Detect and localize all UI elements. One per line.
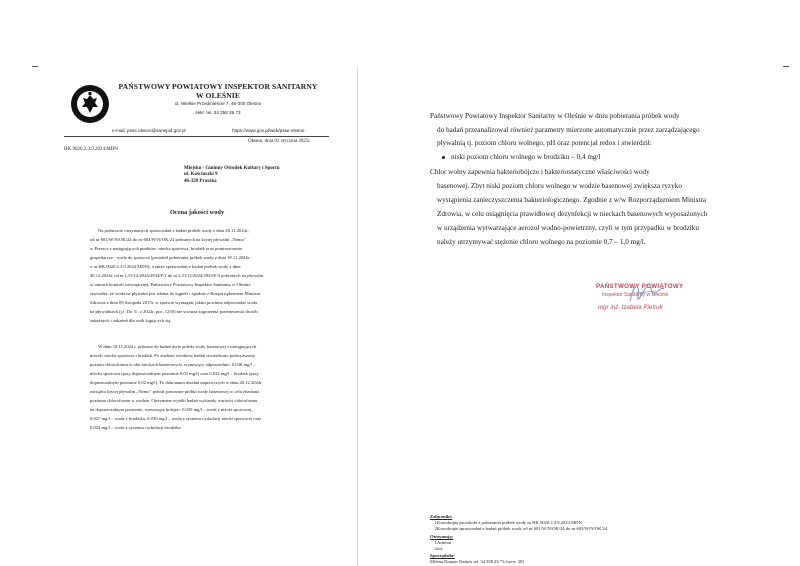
addressee-line2: ul. Kościuszki 9 <box>184 172 218 178</box>
recipients-label: Otrzymują: <box>430 534 454 539</box>
body-line: Zdrowia z dnia 09 listopada 2015r. w sprawie wymagań, jakim powinna odpowiadać woda <box>90 300 258 305</box>
bullet-item <box>442 153 601 161</box>
body-line: do badań przeanalizował również parametry mierzone automatycznie przez zarządzającego <box>437 126 700 134</box>
body-line: na pływalniach (j.t. Dz. U. z 2022r. poz. 1230) nie stwarza zagrożenia przeniesienia chorób <box>90 309 258 314</box>
reference-number: HK.9020.2.3.9.2024.MDN <box>64 147 118 152</box>
recipient-item: a/a <box>437 546 443 551</box>
attachment-number: 1. <box>434 520 438 525</box>
body-line: zakaźnych i zakażeń dla osób kąpiących się. <box>90 318 172 323</box>
body-line: stwierdza, że woda na pływalni jest zdatna do kąpieli i zgodnie z Rozporządzeniem Ministra <box>90 291 261 296</box>
recipient-item: Adresat <box>437 540 452 545</box>
body-line: Zdrowia, w celu osiągnięcia prawidłowej dezynfekcji w nieckach basenowych wyposażonych <box>437 210 708 218</box>
body-line: gospodarcze - woda do spożycia (protokół pobierania próbek wody z dnia 18.11.2024r. <box>90 255 251 260</box>
body-line: na dopuszczalnym poziomie, wynoszące kolejno: 0,029 mg/l – woda z niecki sportowej, <box>90 407 253 412</box>
body-line: dopuszczalnym poziomie 0,02 mg/l). Po dokonaniu działań naprawczych w dniu 20.12.2024r. <box>90 380 263 385</box>
body-line: poziom chloroformu w obu nieckach basenowych, wynoszący odpowiednio: 0,038 mg/l – <box>90 362 256 367</box>
attachments-label: Załączniki: <box>430 514 453 519</box>
bullet-text: niski poziom chloru wolnego w brodziku – 0,4 mg/l <box>451 153 601 161</box>
attachment-item: Kserokopie sprawozdań z badań próbek wody od nr 601/W/N/OK/24 do nr 603/W/N/OK/24 <box>437 526 608 531</box>
body-line: w Praszce z następujących punktów: niecka sportowa, brodzik oraz pomieszczenie <box>90 246 243 251</box>
body-line: pływalnią tj. poziom chloru wolnego, pH oraz potencjał redox i stwierdził: <box>437 139 652 147</box>
prepared-by-label: Sporządziła: <box>430 553 455 558</box>
body-line: 0,027 mg/l – woda z brodzika, 0,030 mg/l – woda z systemu cyrkulacji niecki sportowej oraz <box>90 416 262 421</box>
body-line: niecek: niecka sportowa i brodzik. Po analizie wyników badań stwierdzono podwyższony <box>90 353 255 358</box>
body-line: Chlor wolny zapewnia bakteriobójcze i bakteriostatyczne właściwości wody <box>430 168 650 176</box>
body-line: w urządzenia wytwarzające aerozol wodno-powietrzny, czyli w tym przypadku w brodziku <box>437 224 699 232</box>
body-line: Państwowy Powiatowy Inspektor Sanitarny w Oleśnie w dniu pobierania próbek wody <box>430 112 680 120</box>
addressee-line3: 46-320 Praszka <box>184 178 217 184</box>
document-title: Ocena jakości wody <box>169 209 225 216</box>
recipient-number: 1. <box>434 540 438 545</box>
body-line: od nr 601/W/N/OK/24 do nr 603/W/N/OK/24 pobranych na krytej pływalni „Nemo" <box>90 237 246 242</box>
institution-line1: PAŃSTWOWY POWIATOWY INSPEKTOR SANITARNY <box>118 82 318 91</box>
body-line: poziomu chloroformu w wodzie. Otrzymane wyniki badań wykazały wartości chloroformu <box>90 398 258 403</box>
institution-email: e-mail: psse.olesno@sanepid.gov.pl <box>112 128 186 133</box>
body-line: basenowej. Zbyt niski poziom chloru wolnego w wodzie basenowej zwiększa ryzyko <box>437 182 682 190</box>
institution-line2: W OLEŚNIE <box>195 91 241 100</box>
body-line: zarządca krytej pływalni „Nemo" pobrał ponownie próbki wody basenowej w celu zbadania <box>90 389 260 394</box>
prepared-by: Milena Doman Nadzór tel. 34 358 26 73 (wew. 28) <box>430 559 524 564</box>
attachment-item: Kserokopia protokołu z pobierania próbek wody nr HK.9020.2.3.9.2024.MDN <box>437 520 582 525</box>
body-line: należy utrzymywać stężenie chloru wolnego na poziomie 0,7 – 1,0 mg/l. <box>437 238 646 246</box>
body-line: 30.12.2024r. od nr L/O/12/2024/2934/F/1 do nr L/O/12/2024/2934/F/4 pobranych na pływalni <box>90 273 264 278</box>
stamp-name: mgr inż. Izabela Pietruk <box>598 304 663 311</box>
body-line: W dniu 18.11.2024 r. pobrano do badań dwie próbki wody basenowej z następujących <box>98 344 257 349</box>
page-corner-mark <box>783 66 789 67</box>
handwritten-signature <box>626 279 666 309</box>
bullet-dot-icon <box>442 156 445 159</box>
place-date: Olesno, dnia 02 stycznia 2025r. <box>248 139 312 144</box>
body-line: o nr HK.9020.2.3.9.2024.MDN), a także sprawozdań z badań próbek wody z dnia <box>90 264 241 269</box>
institution-phone: sekr. tel. 34 358 26 73 <box>195 110 241 115</box>
body-line: 0,024 mg/l – woda z systemu cyrkulacji brodzika. <box>90 425 182 430</box>
institution-address: ul. Wielkie Przedmieście 7, 46-300 Olesno <box>174 101 262 106</box>
body-line: wystąpienia zanieczyszczenia bakteriologicznego. Zgodnie z w/w Rozporządzeniem Ministra <box>437 196 707 204</box>
institution-website: https://www.gov.pl/web/psse-olesno <box>232 128 305 133</box>
attachment-number: 2. <box>434 526 438 531</box>
recipient-number: 2. <box>434 546 438 551</box>
stamp-line2: Inspektor Sanitarny w Oleśnie <box>602 292 669 298</box>
addressee-line1: Miejsko - Gminny Ośrodek Kultury i Sportu <box>184 166 280 171</box>
body-line: w ramach kontroli wewnętrznej, Państwowy Powiatowy Inspektor Sanitarny w Oleśnie <box>90 282 251 287</box>
stamp-line1: PAŃSTWOWY POWIATOWY <box>596 283 684 290</box>
body-line: niecka sportowa (przy dopuszczalnym poziomie 0,03 mg/l) oraz 0,032 mg/l – brodzik (przy <box>90 371 259 376</box>
body-line: Na podstawie otrzymanych sprawozdań z badań próbek wody z dnia 28.11.2024r., <box>98 228 250 233</box>
